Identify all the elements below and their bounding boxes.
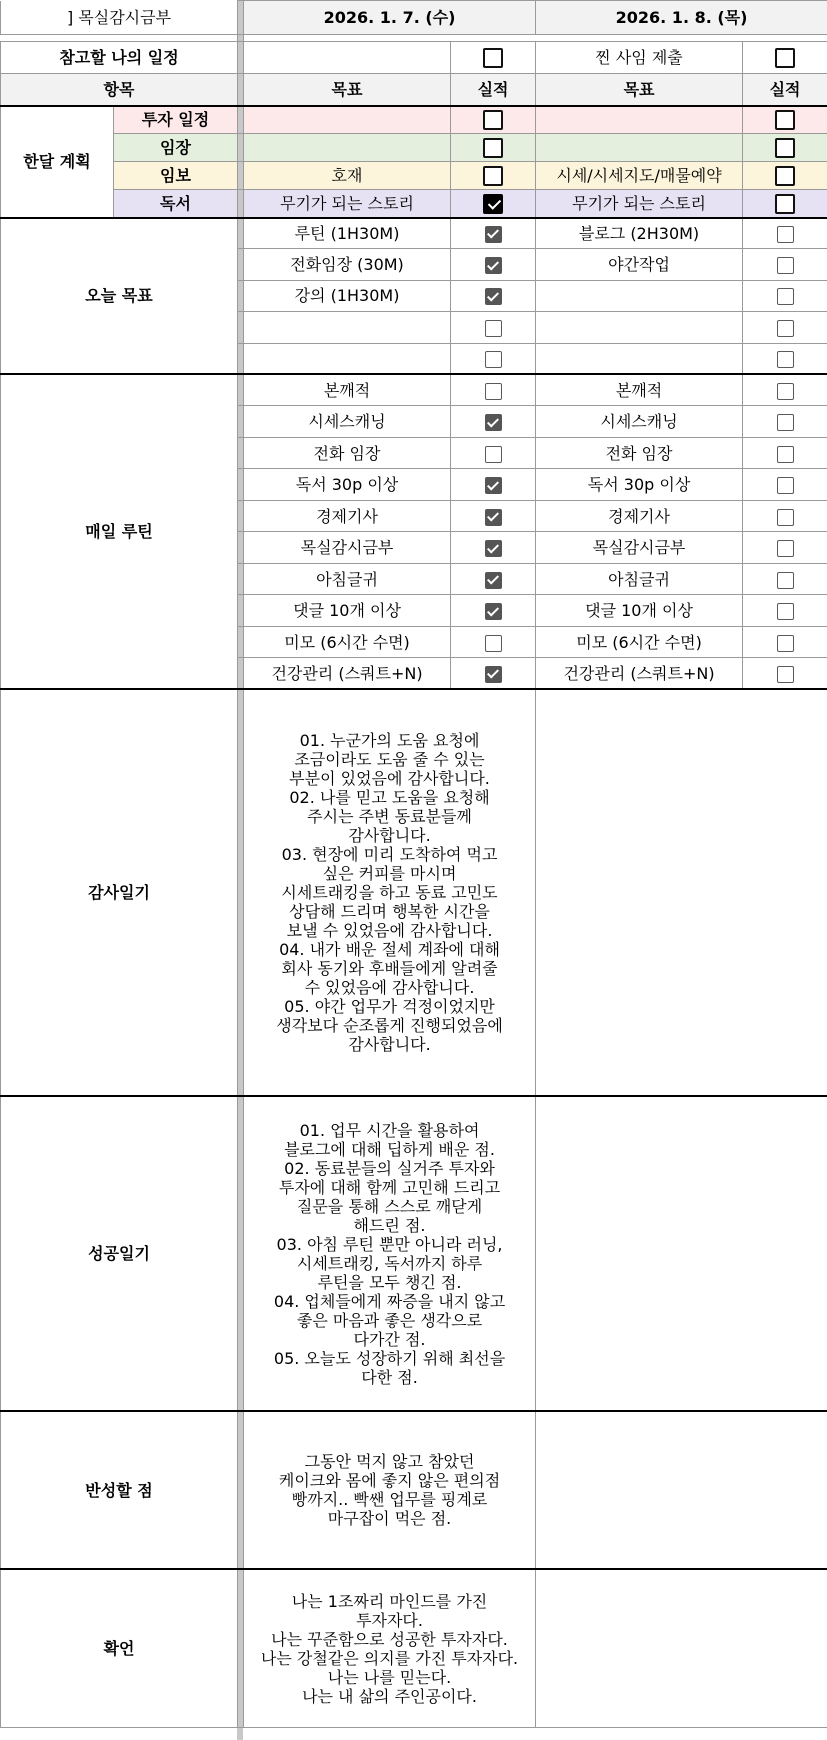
month-plan-goal-day2[interactable] (536, 134, 743, 162)
journal-line: 그동안 먹지 않고 참았던 (304, 1452, 475, 1472)
journal-line: 다가간 점. (353, 1329, 426, 1349)
journal-line: 주시는 주변 동료분들께 (307, 807, 472, 827)
daily-routine-check-day2[interactable] (743, 406, 827, 438)
daily-routine-row (1, 374, 827, 406)
checkbox-icon[interactable] (775, 166, 795, 186)
journal-line: 케이크와 몸에 좋지 않은 편의점 (278, 1471, 501, 1491)
success-journal-day1[interactable] (244, 1096, 536, 1411)
journal-line: 부분이 있었음에 감사합니다. (289, 769, 490, 789)
checkbox-icon[interactable] (777, 320, 794, 337)
checkbox-icon[interactable] (777, 540, 794, 557)
checkbox-icon[interactable] (777, 288, 794, 305)
checkbox-icon[interactable] (483, 110, 503, 130)
daily-routine-goal-day1[interactable]: 미모 (6시간 수면) (244, 626, 451, 658)
checkbox-icon[interactable] (483, 166, 503, 186)
today-goal-check-day2[interactable] (743, 312, 827, 343)
checked-checkbox-icon[interactable] (485, 572, 502, 589)
daily-routine-goal-day2[interactable]: 미모 (6시간 수면) (536, 626, 743, 658)
journal-line: 상담해 드리며 행복한 시간을 (289, 902, 490, 922)
date-day2: 2026. 1. 8. (목) (536, 1, 827, 35)
journal-line: 회사 동기와 후배들에게 알려줄 (281, 959, 498, 979)
checkbox-icon[interactable] (777, 446, 794, 463)
journal-line: 02. 동료분들의 실거주 투자와 (284, 1158, 495, 1178)
goal-column-header-day2: 목표 (536, 74, 743, 106)
journal-line: 다한 점. (361, 1367, 418, 1387)
checkbox-icon[interactable] (777, 414, 794, 431)
today-goal-goal-day1[interactable]: 전화임장 (30M) (244, 249, 451, 280)
daily-routine-check-day1[interactable] (451, 406, 536, 438)
today-goal-check-day1[interactable] (451, 249, 536, 280)
month-plan-check-day1[interactable] (451, 134, 536, 162)
gratitude-journal-row (1, 689, 827, 1096)
month-plan-goal-day2[interactable] (536, 106, 743, 134)
affirmation-label: 확언 (1, 1569, 238, 1727)
checked-checkbox-icon[interactable] (485, 666, 502, 683)
item-column-header: 항목 (1, 74, 238, 106)
month-plan-check-day1[interactable] (451, 162, 536, 190)
journal-line: 시세트래킹을 하고 동료 고민도 (281, 883, 498, 903)
daily-routine-check-day1[interactable] (451, 500, 536, 532)
journal-line: 수 있었음에 감사합니다. (304, 978, 475, 998)
month-plan-goal-day2[interactable]: 시세/시세지도/매물예약 (536, 162, 743, 190)
column-header-row (1, 74, 827, 106)
month-plan-label: 한달 계획 (1, 106, 114, 218)
daily-routine-check-day1[interactable] (451, 595, 536, 627)
reference-day1-check[interactable] (451, 42, 536, 74)
journal-line: 마구잡이 먹은 점. (327, 1509, 452, 1529)
daily-routine-check-day2[interactable] (743, 374, 827, 406)
journal-line: 01. 업무 시간을 활용하여 (299, 1120, 480, 1140)
today-goal-goal-day2[interactable] (536, 280, 743, 311)
checkbox-icon[interactable] (485, 351, 502, 368)
daily-routine-goal-day2[interactable]: 아침글귀 (536, 563, 743, 595)
daily-routine-check-day2[interactable] (743, 500, 827, 532)
checked-checkbox-icon[interactable] (485, 509, 502, 526)
today-goal-goal-day1[interactable] (244, 343, 451, 374)
journal-line: 싶은 커피를 마시며 (322, 864, 457, 884)
daily-routine-goal-day1[interactable]: 목실감시금부 (244, 532, 451, 564)
journal-line: 05. 야간 업무가 걱정이었지만 (284, 997, 495, 1017)
today-goal-goal-day2[interactable]: 야간작업 (536, 249, 743, 280)
journal-line: 감사합니다. (348, 826, 431, 846)
daily-routine-check-day1[interactable] (451, 469, 536, 501)
month-plan-check-day2[interactable] (743, 106, 827, 134)
checked-checkbox-icon[interactable] (485, 477, 502, 494)
reference-schedule-label: 참고할 나의 일정 (1, 42, 238, 74)
journal-line: 빵까지.. 빡쌘 업무를 핑계로 (291, 1490, 488, 1510)
journal-line: 나는 내 삶의 주인공이다. (302, 1686, 477, 1706)
journal-line: 03. 현장에 미리 도착하여 먹고 (281, 845, 498, 865)
journal-line: 감사합니다. (348, 1035, 431, 1055)
month-plan-check-day2[interactable] (743, 134, 827, 162)
today-goal-goal-day1[interactable]: 강의 (1H30M) (244, 280, 451, 311)
affirmation-row (1, 1569, 827, 1727)
daily-routine-check-day2[interactable] (743, 469, 827, 501)
checked-checkbox-icon[interactable] (485, 288, 502, 305)
checkbox-icon[interactable] (775, 48, 795, 68)
result-column-header-day1: 실적 (451, 74, 536, 106)
daily-routine-goal-day2[interactable]: 경제기사 (536, 500, 743, 532)
daily-routine-goal-day1[interactable]: 댓글 10개 이상 (244, 595, 451, 627)
journal-line: 투자에 대해 함께 고민해 드리고 (278, 1177, 501, 1197)
checkbox-icon[interactable] (777, 509, 794, 526)
today-goal-check-day1[interactable] (451, 280, 536, 311)
checked-checkbox-icon[interactable] (485, 540, 502, 557)
reference-schedule-row (1, 42, 827, 74)
affirmation-day2[interactable] (536, 1569, 827, 1727)
today-goal-goal-day1[interactable] (244, 312, 451, 343)
checked-checkbox-icon[interactable] (485, 603, 502, 620)
checkbox-icon[interactable] (777, 572, 794, 589)
month-plan-item: 독서 (114, 190, 238, 218)
sheet-title: ] 목실감시금부 (1, 1, 238, 35)
header-row (1, 1, 827, 35)
journal-line: 질문을 통해 스스로 깨닫게 (296, 1196, 483, 1216)
reflection-day2[interactable] (536, 1411, 827, 1569)
month-plan-goal-day1[interactable]: 호재 (244, 162, 451, 190)
checked-checkbox-icon[interactable] (485, 414, 502, 431)
reference-day2-text[interactable]: 찐 사임 제출 (536, 42, 743, 74)
gratitude-journal-day1[interactable] (244, 689, 536, 1096)
reflection-day1[interactable] (244, 1411, 536, 1569)
month-plan-row (1, 162, 827, 190)
month-plan-check-day1[interactable] (451, 190, 536, 218)
journal-line: 생각보다 순조롭게 진행되었음에 (276, 1016, 503, 1036)
checkbox-icon[interactable] (485, 320, 502, 337)
daily-routine-check-day1[interactable] (451, 437, 536, 469)
date-day1: 2026. 1. 7. (수) (244, 1, 536, 35)
journal-line: 04. 업체들에게 짜증을 내지 않고 (273, 1291, 506, 1311)
daily-routine-goal-day1[interactable]: 독서 30p 이상 (244, 469, 451, 501)
reflection-row (1, 1411, 827, 1569)
today-goal-goal-day1[interactable]: 루틴 (1H30M) (244, 218, 451, 249)
journal-line: 좋은 마음과 좋은 생각으로 (296, 1310, 483, 1330)
daily-routine-check-day2[interactable] (743, 437, 827, 469)
result-column-header-day2: 실적 (743, 74, 827, 106)
daily-routine-goal-day1[interactable]: 시세스캐닝 (244, 406, 451, 438)
journal-line: 05. 오늘도 성장하기 위해 최선을 (273, 1348, 506, 1368)
month-plan-row (1, 134, 827, 162)
checked-checkbox-icon[interactable] (485, 226, 502, 243)
today-goal-check-day1[interactable] (451, 343, 536, 374)
month-plan-goal-day1[interactable] (244, 134, 451, 162)
month-plan-check-day1[interactable] (451, 106, 536, 134)
today-goal-check-day2[interactable] (743, 280, 827, 311)
checked-checkbox-icon[interactable] (485, 257, 502, 274)
gratitude-journal-day2[interactable] (536, 689, 827, 1096)
month-plan-goal-day2[interactable]: 무기가 되는 스토리 (536, 190, 743, 218)
daily-routine-check-day1[interactable] (451, 563, 536, 595)
daily-routine-goal-day2[interactable]: 건강관리 (스쿼트+N) (536, 658, 743, 690)
journal-line: 나는 꾸준함으로 성공한 투자자다. (271, 1629, 508, 1649)
daily-routine-check-day2[interactable] (743, 563, 827, 595)
journal-line: 01. 누군가의 도움 요청에 (299, 731, 480, 751)
month-plan-item: 임보 (114, 162, 238, 190)
month-plan-goal-day1[interactable]: 무기가 되는 스토리 (244, 190, 451, 218)
reflection-label: 반성할 점 (1, 1411, 238, 1569)
month-plan-item: 투자 일정 (114, 106, 238, 134)
daily-routine-check-day2[interactable] (743, 658, 827, 690)
journal-line: 해드린 점. (353, 1215, 426, 1235)
daily-routine-goal-day2[interactable]: 본깨적 (536, 374, 743, 406)
daily-routine-check-day1[interactable] (451, 626, 536, 658)
checkbox-icon[interactable] (777, 477, 794, 494)
daily-routine-check-day2[interactable] (743, 595, 827, 627)
journal-line: 블로그에 대해 딥하게 배운 점. (284, 1139, 495, 1159)
today-goal-check-day2[interactable] (743, 218, 827, 249)
checked-checkbox-icon[interactable] (483, 194, 503, 214)
journal-line: 투자자다. (356, 1610, 423, 1630)
daily-routine-check-day2[interactable] (743, 626, 827, 658)
month-plan-row (1, 106, 827, 134)
success-journal-label: 성공일기 (1, 1096, 238, 1411)
checkbox-icon[interactable] (777, 226, 794, 243)
checkbox-icon[interactable] (777, 666, 794, 683)
daily-routine-goal-day2[interactable]: 목실감시금부 (536, 532, 743, 564)
today-goal-check-day1[interactable] (451, 312, 536, 343)
daily-routine-check-day1[interactable] (451, 374, 536, 406)
today-goal-check-day2[interactable] (743, 249, 827, 280)
daily-routine-goal-day1[interactable]: 아침글귀 (244, 563, 451, 595)
daily-routine-check-day1[interactable] (451, 658, 536, 690)
journal-line: 나는 강철같은 의지를 가진 투자자다. (260, 1648, 519, 1668)
today-goal-goal-day2[interactable]: 블로그 (2H30M) (536, 218, 743, 249)
checkbox-icon[interactable] (485, 446, 502, 463)
checkbox-icon[interactable] (483, 48, 503, 68)
journal-line: 03. 아침 루틴 뿐만 아니라 러닝, (276, 1234, 503, 1254)
checkbox-icon[interactable] (485, 635, 502, 652)
daily-routine-goal-day1[interactable]: 경제기사 (244, 500, 451, 532)
journal-line: 나는 나를 믿는다. (327, 1667, 452, 1687)
checkbox-icon[interactable] (775, 138, 795, 158)
daily-routine-goal-day2[interactable]: 시세스캐닝 (536, 406, 743, 438)
daily-routine-goal-day2[interactable]: 독서 30p 이상 (536, 469, 743, 501)
journal-line: 시세트래킹, 독서까지 하루 (296, 1253, 483, 1273)
checkbox-icon[interactable] (777, 603, 794, 620)
checkbox-icon[interactable] (775, 110, 795, 130)
journal-line: 조금이라도 도움 줄 수 있는 (294, 750, 485, 770)
journal-line: 루틴을 모두 챙긴 점. (317, 1272, 462, 1292)
month-plan-goal-day1[interactable] (244, 106, 451, 134)
month-plan-row (1, 190, 827, 218)
checkbox-icon[interactable] (777, 257, 794, 274)
checkbox-icon[interactable] (777, 635, 794, 652)
daily-routine-goal-day1[interactable]: 건강관리 (스쿼트+N) (244, 658, 451, 690)
today-goal-check-day2[interactable] (743, 343, 827, 374)
today-goal-goal-day2[interactable] (536, 312, 743, 343)
month-plan-item: 임장 (114, 134, 238, 162)
checkbox-icon[interactable] (483, 138, 503, 158)
daily-routine-check-day1[interactable] (451, 532, 536, 564)
checkbox-icon[interactable] (777, 351, 794, 368)
daily-routine-goal-day2[interactable]: 댓글 10개 이상 (536, 595, 743, 627)
journal-line: 나는 1조짜리 마인드를 가진 (291, 1591, 488, 1611)
goal-column-header-day1: 목표 (244, 74, 451, 106)
daily-routine-goal-day1[interactable]: 본깨적 (244, 374, 451, 406)
journal-line: 02. 나를 믿고 도움을 요청해 (289, 788, 490, 808)
checkbox-icon[interactable] (775, 194, 795, 214)
daily-routine-goal-day2[interactable]: 전화 임장 (536, 437, 743, 469)
affirmation-day1[interactable] (244, 1569, 536, 1727)
daily-routine-goal-day1[interactable]: 전화 임장 (244, 437, 451, 469)
reference-day1-text[interactable] (244, 42, 451, 74)
today-goal-goal-day2[interactable] (536, 343, 743, 374)
daily-routine-label: 매일 루틴 (1, 374, 238, 689)
reference-day2-check[interactable] (743, 42, 827, 74)
checkbox-icon[interactable] (485, 383, 502, 400)
daily-routine-check-day2[interactable] (743, 532, 827, 564)
success-journal-row (1, 1096, 827, 1411)
checkbox-icon[interactable] (777, 383, 794, 400)
gratitude-journal-label: 감사일기 (1, 689, 238, 1096)
month-plan-check-day2[interactable] (743, 190, 827, 218)
today-goal-row (1, 218, 827, 249)
today-goal-check-day1[interactable] (451, 218, 536, 249)
journal-line: 04. 내가 배운 절세 계좌에 대해 (279, 940, 500, 960)
journal-line: 보낼 수 있었음에 감사합니다. (286, 921, 493, 941)
month-plan-check-day2[interactable] (743, 162, 827, 190)
today-goal-label: 오늘 목표 (1, 218, 238, 375)
success-journal-day2[interactable] (536, 1096, 827, 1411)
